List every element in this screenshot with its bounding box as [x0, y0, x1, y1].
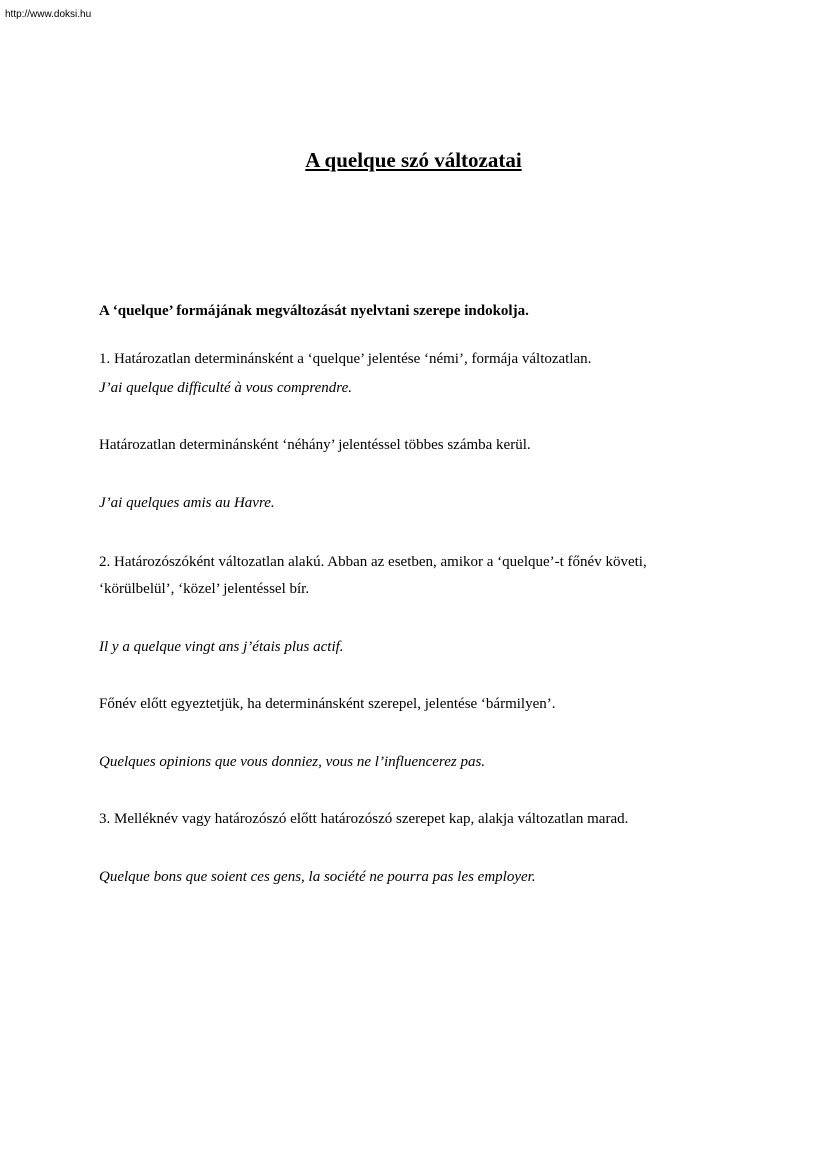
rule-2-text-line-2: ‘körülbelül’, ‘közel’ jelentéssel bír. [99, 581, 310, 597]
rule-1-text: 1. Határozatlan determinánsként a ‘quelque’ jelentése ‘némi’, formája változatlan. [99, 351, 592, 367]
example-3: Il y a quelque vingt ans j’étais plus actif. [99, 639, 344, 655]
document-title: A quelque szó változatai [305, 148, 522, 172]
intro-statement: A ‘quelque’ formájának megváltozását nyelvtani szerepe indokolja. [99, 303, 529, 319]
rule-2-text-line-1: 2. Határozószóként változatlan alakú. Abban az esetben, amikor a ‘quelque’-t főnév követi, [99, 554, 647, 570]
example-1: J’ai quelque difficulté à vous comprendre. [99, 380, 352, 396]
example-2: J’ai quelques amis au Havre. [99, 495, 275, 511]
rule-2b-text: Főnév előtt egyeztetjük, ha determinánsként szerepel, jelentése ‘bármilyen’. [99, 696, 556, 712]
example-4: Quelques opinions que vous donniez, vous ne l’influencerez pas. [99, 754, 486, 770]
rule-1b-text: Határozatlan determinánsként ‘néhány’ jelentéssel többes számba kerül. [99, 437, 531, 453]
source-url-link[interactable]: http://www.doksi.hu [5, 9, 92, 20]
rule-3-text: 3. Melléknév vagy határozószó előtt határozószó szerepet kap, alakja változatlan marad. [99, 811, 629, 827]
example-5: Quelque bons que soient ces gens, la société ne pourra pas les employer. [99, 869, 536, 885]
